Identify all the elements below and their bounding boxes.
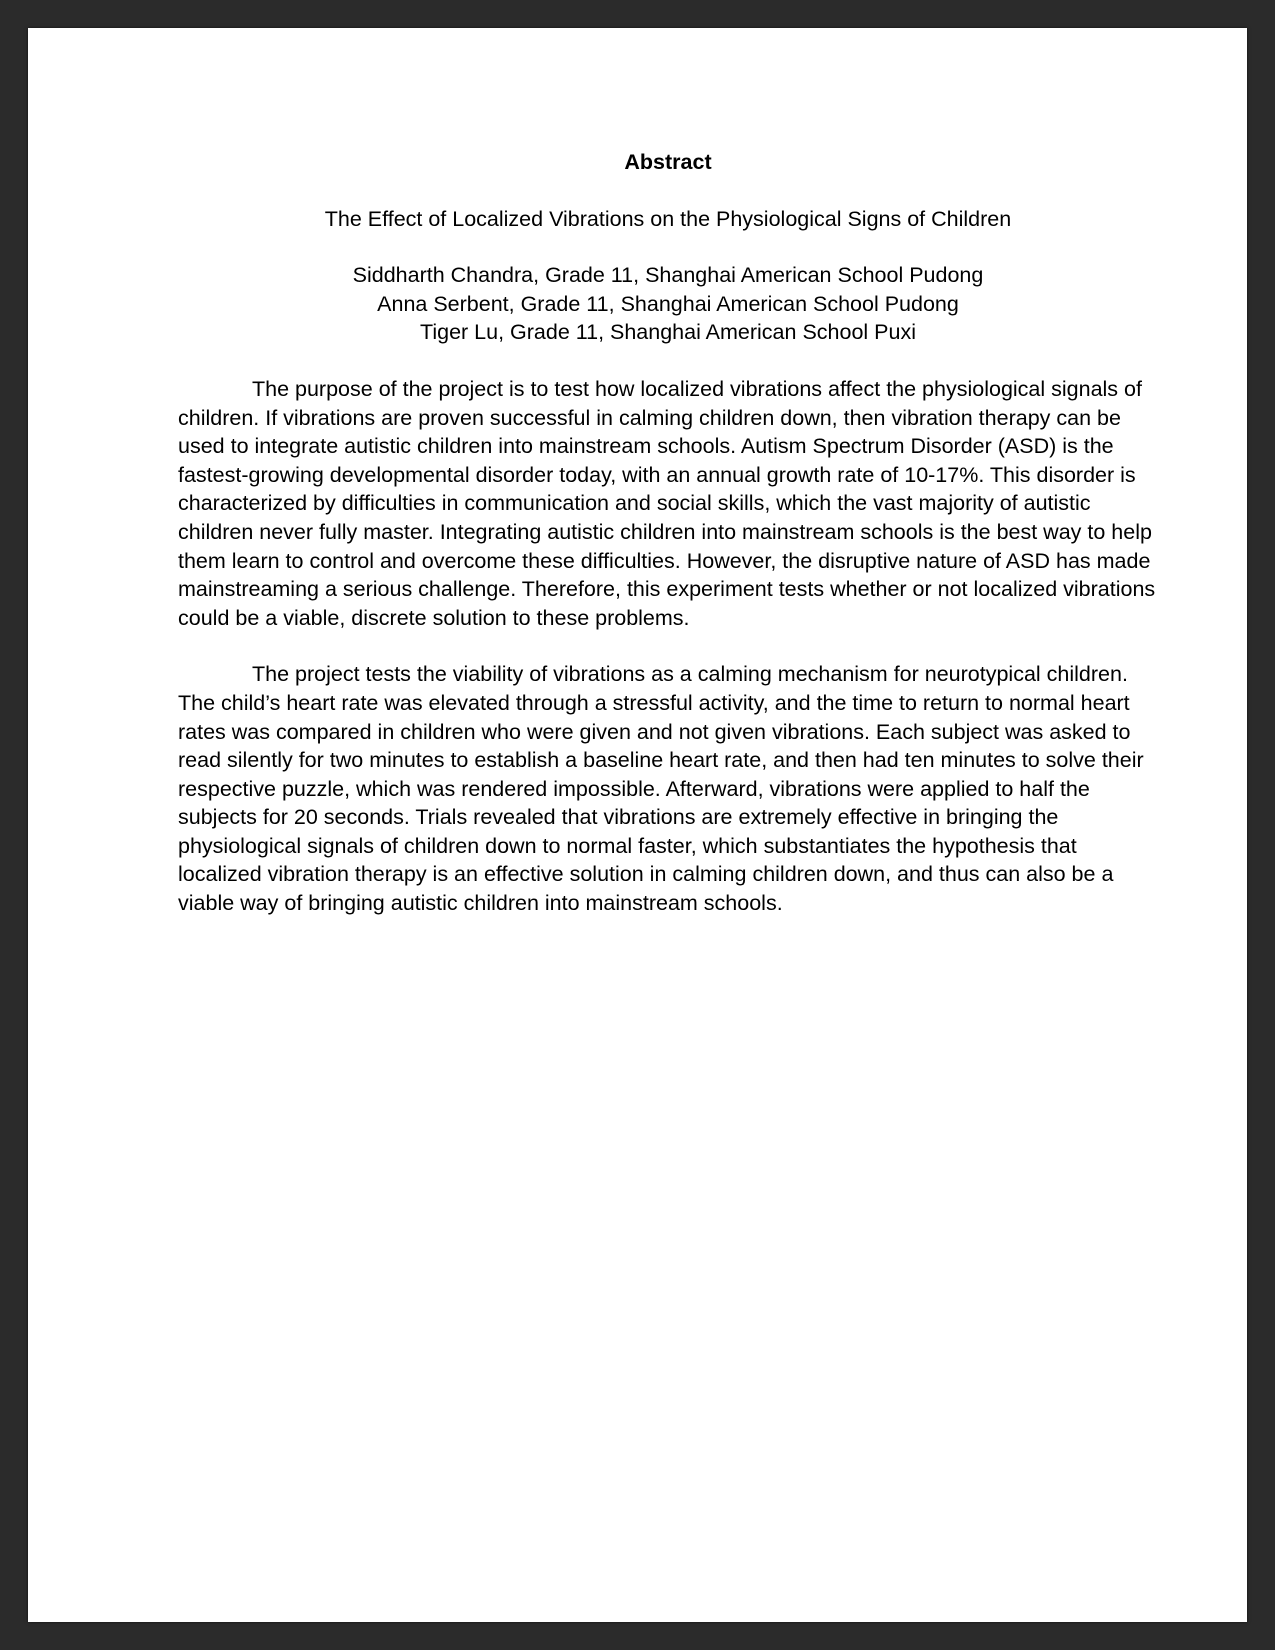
abstract-heading: Abstract: [624, 150, 712, 174]
author-line: Tiger Lu, Grade 11, Shanghai American School Puxi: [420, 320, 916, 345]
author-line: Siddharth Chandra, Grade 11, Shanghai American School Pudong: [352, 263, 984, 288]
author-list: [178, 261, 1158, 347]
abstract-paragraph-method: The project tests the viability of vibrations as a calming mechanism for neurotypical children. The child’s heart rate was elevated through a stressful activity, and the time to return to normal heart rates was compared in children who were given and not given vibrations. Each subject was asked to read silently for two minutes to establish a baseline heart rate, and then had ten minutes to solve their respective puzzle, which was rendered impossible. Afterward, vibrations were applied to half the subjects for 20 seconds. Trials revealed that vibrations are extremely effective in bringing the physiological signals of children down to normal faster, which substantiates the hypothesis that localized vibration therapy is an effective solution in calming children down, and thus can also be a viable way of bringing autistic children into mainstream schools.: [178, 662, 1144, 916]
abstract-paragraph-purpose: The purpose of the project is to test how localized vibrations affect the physiological signals of children. If vibrations are proven successful in calming children down, then vibration therapy can be used to integrate autistic children into mainstream schools. Autism Spectrum Disorder (ASD) is the fastest-growing developmental disorder today, with an annual growth rate of 10-17%. This disorder is characterized by difficulties in communication and social skills, which the vast majority of autistic children never fully master. Integrating autistic children into mainstream schools is the best way to help them learn to control and overcome these difficulties. However, the disruptive nature of ASD has made mainstreaming a serious challenge. Therefore, this experiment tests whether or not localized vibrations could be a viable, discrete solution to these problems.: [178, 376, 1156, 630]
document-content: [178, 148, 1158, 918]
document-page: [28, 28, 1247, 1622]
paper-title: The Effect of Localized Vibrations on the Physiological Signs of Children: [324, 206, 1012, 231]
author-line: Anna Serbent, Grade 11, Shanghai American School Pudong: [377, 291, 959, 316]
